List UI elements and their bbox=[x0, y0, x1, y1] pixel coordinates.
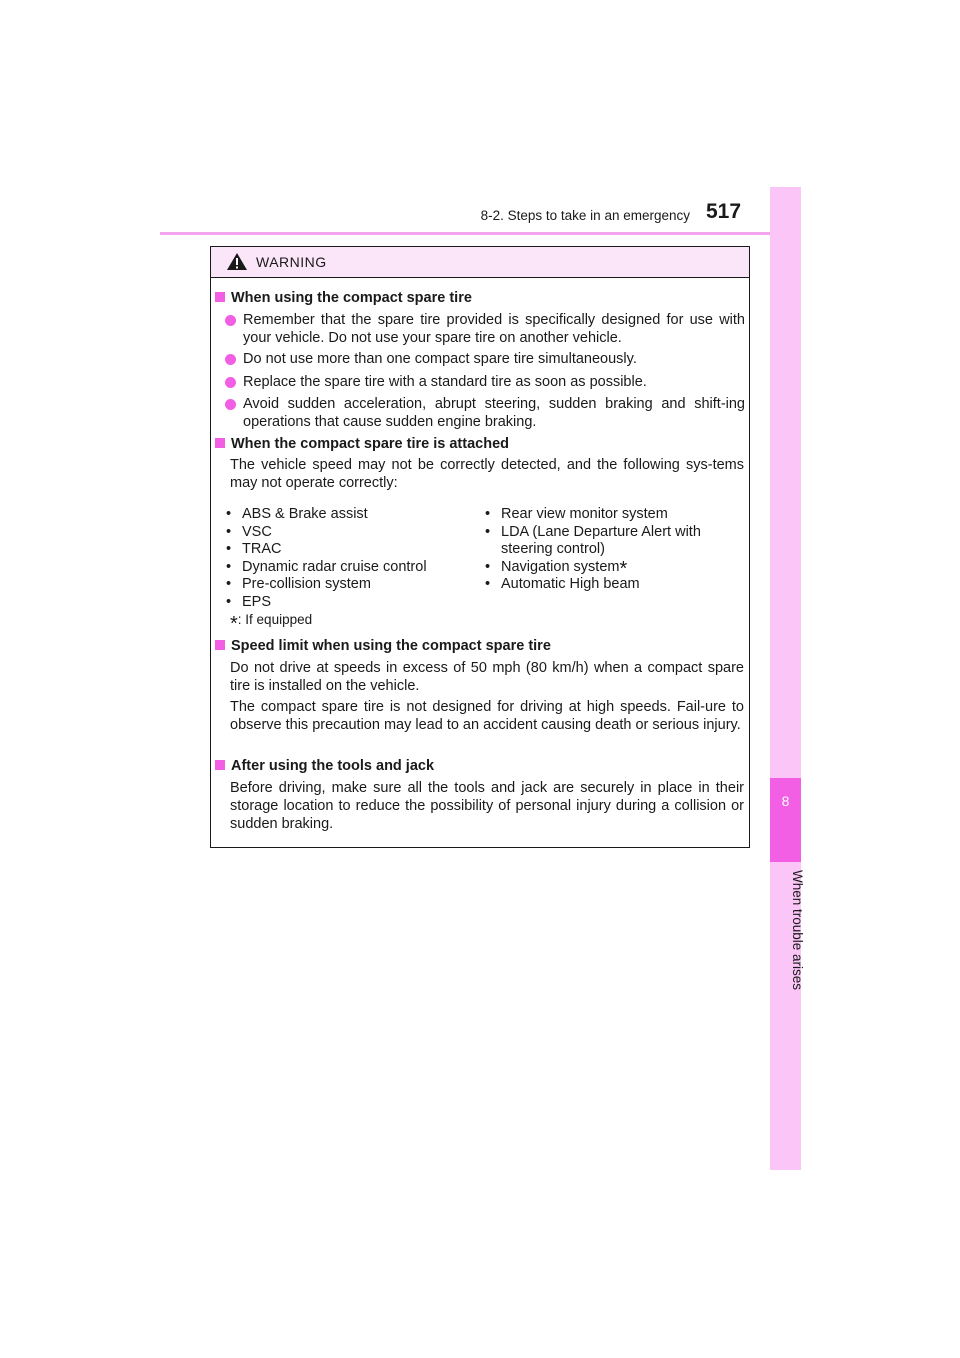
list-item: • ABS & Brake assist bbox=[224, 506, 484, 524]
list-item: • Dynamic radar cruise control bbox=[224, 559, 484, 577]
square-bullet-icon bbox=[215, 760, 225, 770]
side-tab-strip bbox=[770, 187, 801, 1170]
warning-box bbox=[210, 246, 750, 848]
circle-bullet-icon bbox=[225, 315, 236, 326]
list-item: • Navigation system* bbox=[483, 559, 745, 577]
footnote-mark: * bbox=[619, 557, 628, 580]
list-item: • Pre-collision system bbox=[224, 576, 484, 594]
footnote bbox=[230, 612, 312, 636]
bullet-text: Avoid sudden acceleration, abrupt steering, sudden braking and shift-ing operations that cause sudden engine braking. bbox=[243, 396, 745, 430]
paragraph: Do not drive at speeds in excess of 50 mph (80 km/h) when a compact spare tire is installed on the vehicle. bbox=[230, 660, 744, 694]
footnote-mark: * bbox=[230, 613, 238, 635]
square-bullet-icon bbox=[215, 292, 225, 302]
list-item: • Rear view monitor system bbox=[483, 506, 745, 524]
bullet-text: Replace the spare tire with a standard tire as soon as possible. bbox=[243, 374, 647, 390]
warning-title: WARNING bbox=[256, 254, 327, 270]
circle-bullet-icon bbox=[225, 354, 236, 365]
chapter-title: When trouble arises bbox=[790, 870, 805, 991]
square-bullet-icon bbox=[215, 640, 225, 650]
section-heading: When the compact spare tire is attached bbox=[215, 436, 509, 452]
section-title: 8-2. Steps to take in an emergency bbox=[480, 208, 690, 223]
side-chapter-box bbox=[770, 778, 801, 862]
section-heading: After using the tools and jack bbox=[215, 758, 434, 774]
chapter-number: 8 bbox=[781, 793, 790, 809]
list-item: • LDA (Lane Departure Alert with steering control) bbox=[483, 524, 745, 559]
warning-header bbox=[211, 247, 749, 278]
warning-triangle-icon bbox=[226, 252, 248, 276]
header-divider bbox=[160, 232, 800, 235]
paragraph: The compact spare tire is not designed for driving at high speeds. Fail-ure to observe this precaution may lead to an accident causing death or serious injury. bbox=[230, 699, 744, 733]
list-item: • TRAC bbox=[224, 541, 484, 559]
bullet-text: Remember that the spare tire provided is specifically designed for use with your vehicle. Do not use your spare tire on another vehicle. bbox=[243, 312, 745, 346]
circle-bullet-icon bbox=[225, 377, 236, 388]
section-heading: When using the compact spare tire bbox=[215, 290, 472, 306]
list-item: • VSC bbox=[224, 524, 484, 542]
footnote-text: : If equipped bbox=[237, 612, 313, 627]
systems-list-left bbox=[224, 506, 484, 612]
page-number: 517 bbox=[706, 200, 742, 223]
systems-list-right bbox=[483, 506, 745, 594]
list-item: • EPS bbox=[224, 594, 484, 612]
circle-bullet-icon bbox=[225, 399, 236, 410]
square-bullet-icon bbox=[215, 438, 225, 448]
bullet-text: Do not use more than one compact spare tire simultaneously. bbox=[243, 351, 637, 367]
paragraph: Before driving, make sure all the tools and jack are securely in place in their storage location to reduce the possibility of personal injury during a collision or sudden braking. bbox=[230, 780, 744, 832]
section-heading: Speed limit when using the compact spare tire bbox=[215, 638, 551, 654]
paragraph: The vehicle speed may not be correctly detected, and the following sys-tems may not operate correctly: bbox=[230, 457, 744, 491]
list-item: • Automatic High beam bbox=[483, 576, 745, 594]
